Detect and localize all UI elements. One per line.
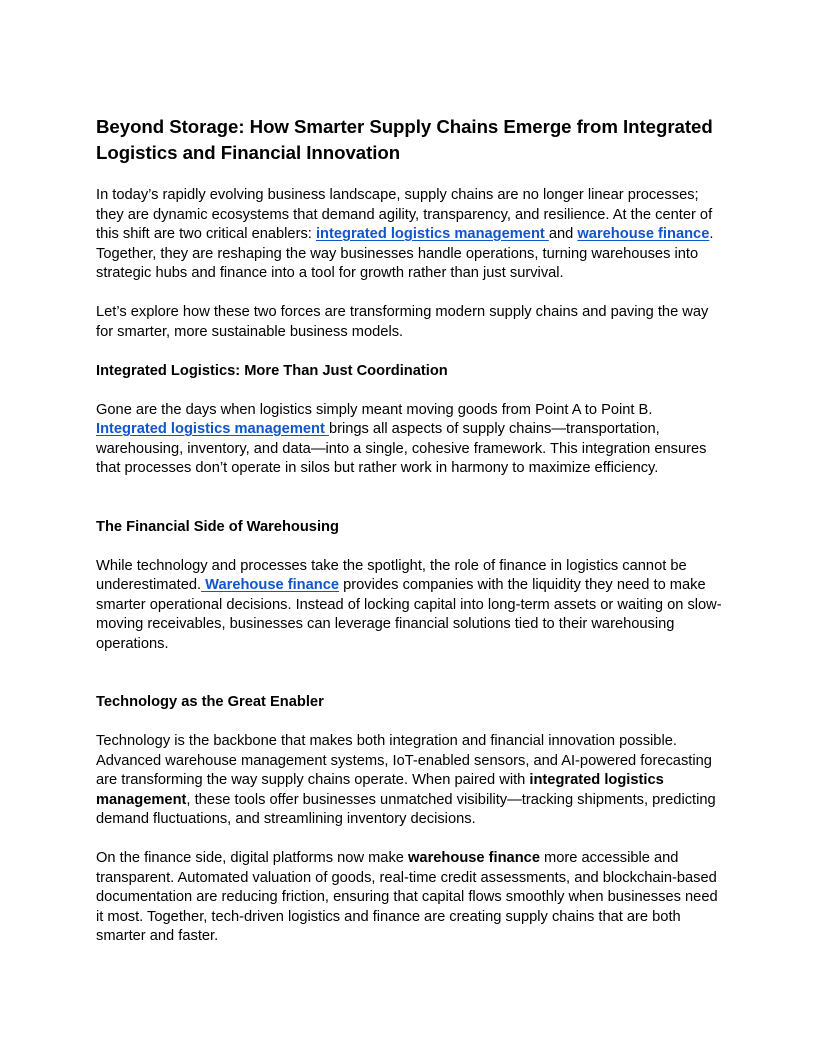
section-paragraph-financial-side: While technology and processes take the spotlight, the role of finance in logistics cannot be underestimated. Warehouse finance provides companies with the liquidity they need to make smarter operational decisions. Instead of locking capital into long-term assets or waiting on slow-moving receivables, businesses can leverage financial solutions tied to their warehousing operations. — [96, 557, 722, 652]
bold-integrated-logistics: integrated logistics management — [96, 772, 664, 808]
section-heading-integrated-logistics: Integrated Logistics: More Than Just Coordination — [96, 362, 448, 379]
document-title: Beyond Storage: How Smarter Supply Chains Emerge from Integrated Logistics and Financial Innovation — [96, 116, 713, 163]
warehouse-finance-link[interactable]: warehouse finance — [577, 226, 710, 242]
integrated-logistics-link[interactable]: integrated logistics management — [315, 226, 549, 242]
section-paragraph-technology-2: On the finance side, digital platforms now make warehouse finance more accessible and transparent. Automated valuation of goods, real-time credit assessments, and blockchain-based documentation are reducing friction, ensuring that capital flows smoothly when businesses need it most. Together, tech-driven logistics and finance are creating supply chains that are both smarter and faster. — [96, 850, 718, 944]
section-paragraph-integrated-logistics: Gone are the days when logistics simply meant moving goods from Point A to Point B. Integrated logistics management brings all aspects of supply chains—transportation, warehousing, inventory, and data—into a single, cohesive framework. This integration ensures that processes don’t operate in silos but rather work in harmony to maximize efficiency. — [96, 401, 707, 476]
section-heading-technology: Technology as the Great Enabler — [96, 694, 324, 710]
intro-paragraph: In today’s rapidly evolving business landscape, supply chains are no longer linear processes; they are dynamic ecosystems that demand agility, transparency, and resilience. At the center of this shift are two critical enablers: integrated logistics management and warehouse finance. Together, they are reshaping the way businesses handle operations, turning warehouses into strategic hubs and finance into a tool for growth rather than just survival. — [96, 187, 714, 281]
document-page — [96, 114, 724, 947]
integrated-logistics-link-2[interactable]: Integrated logistics management — [96, 421, 329, 437]
section-paragraph-technology: Technology is the backbone that makes both integration and financial innovation possible. Advanced warehouse management systems, IoT-enabled sensors, and AI-powered forecasting are transforming the way supply chains operate. When paired with integrated logistics management, these tools offer businesses unmatched visibility—tracking shipments, predicting demand fluctuations, and streamlining inventory decisions. — [96, 733, 716, 827]
section-heading-financial-side: The Financial Side of Warehousing — [96, 518, 339, 535]
bold-warehouse-finance: warehouse finance — [408, 850, 540, 866]
intro-paragraph-2: Let’s explore how these two forces are transforming modern supply chains and paving the way for smarter, more sustainable business models. — [96, 304, 709, 340]
warehouse-finance-link-2[interactable]: Warehouse finance — [201, 577, 340, 593]
